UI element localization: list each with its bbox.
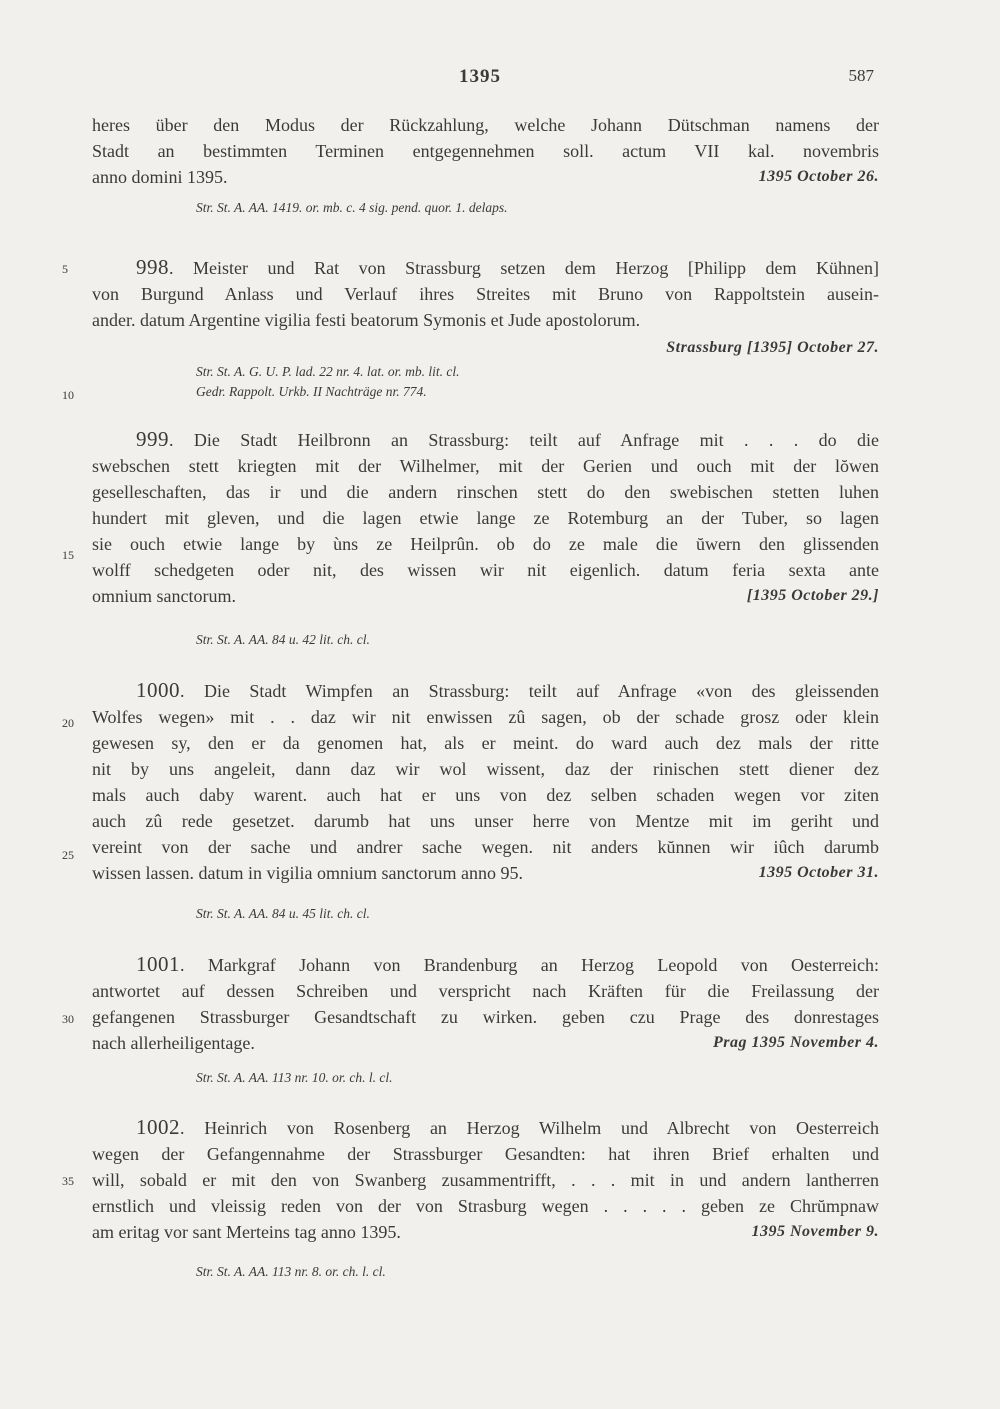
document-date: Strassburg [1395] October 27. bbox=[666, 339, 879, 356]
text-line: Stadt an bestimmten Terminen entgegennehmen soll. actum VII kal. novembris bbox=[92, 141, 879, 161]
document-date: 1395 October 31. bbox=[758, 864, 879, 881]
text-fragment: wissen lassen. datum in vigilia omnium sanctorum anno 95. bbox=[92, 863, 523, 883]
line-number: 10 bbox=[62, 388, 74, 402]
text-line: hundert mit gleven, und die lagen etwie lange ze Rotemburg an der Tuber, so lagen bbox=[92, 508, 879, 528]
text-line: ernstlich und vleissig reden von der von Strasburg wegen . . . . . geben ze Chrŭmpnaw bbox=[92, 1196, 879, 1216]
text-line bbox=[92, 1114, 879, 1141]
line-number: 35 bbox=[62, 1174, 74, 1188]
text-line bbox=[92, 583, 879, 609]
text-line bbox=[92, 164, 879, 190]
text-line: gefangenen Strassburger Gesandtschaft zu wirken. geben czu Prage des donrestages bbox=[92, 1007, 879, 1027]
text-line: wolff schedgeten oder nit, des wissen wir nit eigenlich. datum feria sexta ante bbox=[92, 560, 879, 580]
text-fragment: am eritag vor sant Merteins tag anno 1395. bbox=[92, 1222, 401, 1242]
text-fragment: . Heinrich von Rosenberg an Herzog Wilhelm und Albrecht von Oesterreich bbox=[180, 1118, 879, 1138]
text-line: nit by uns angeleit, dann daz wir wol wissent, daz der rinischen stett diener dez bbox=[92, 759, 879, 779]
entry-number: 1001 bbox=[136, 952, 180, 976]
entry-number: 998 bbox=[136, 255, 169, 279]
document-entry-1001 bbox=[92, 951, 879, 1056]
line-number: 5 bbox=[62, 262, 68, 276]
entry-number: 999 bbox=[136, 427, 169, 451]
text-line: wegen der Gefangennahme der Strassburger Gesandten: hat ihren Brief erhalten und bbox=[92, 1144, 879, 1164]
document-date: 1395 October 26. bbox=[758, 168, 879, 185]
text-line bbox=[92, 254, 879, 281]
line-number: 25 bbox=[62, 848, 74, 862]
text-line bbox=[92, 951, 879, 978]
text-line: heres über den Modus der Rückzahlung, welche Johann Dütschman namens der bbox=[92, 115, 879, 135]
entry-number: 1002 bbox=[136, 1115, 180, 1139]
source-note: Str. St. A. AA. 84 u. 42 lit. ch. cl. bbox=[196, 632, 370, 647]
text-fragment: anno domini 1395. bbox=[92, 167, 228, 187]
text-line: swebschen stett kriegten mit der Wilhelmer, mit der Gerien und ouch mit der lŏwen bbox=[92, 456, 879, 476]
text-fragment: . Meister und Rat von Strassburg setzen dem Herzog [Philipp dem Kühnen] bbox=[169, 258, 879, 278]
text-line bbox=[92, 1030, 879, 1056]
text-line bbox=[92, 333, 879, 361]
intro-paragraph bbox=[92, 112, 879, 190]
text-line bbox=[92, 426, 879, 453]
text-line: sie ouch etwie lange by ùns ze Heilprûn. ob do ze male die ŭwern den glissenden bbox=[92, 534, 879, 554]
text-fragment: . Die Stadt Wimpfen an Strassburg: teilt auf Anfrage «von des gleissenden bbox=[180, 681, 879, 701]
text-line: vereint von der sache und andrer sache wegen. nit anders kŭnnen wir iûch darumb bbox=[92, 837, 879, 857]
text-line: geselleschaften, das ir und die andern rinschen stett do den swebischen stetten luhen bbox=[92, 482, 879, 502]
text-fragment: . Markgraf Johann von Brandenburg an Herzog Leopold von Oesterreich: bbox=[180, 955, 879, 975]
text-line: will, sobald er mit den von Swanberg zusammentrifft, . . . mit in und andern lantherren bbox=[92, 1170, 879, 1190]
line-number: 15 bbox=[62, 548, 74, 562]
text-line: Wolfes wegen» mit . . daz wir nit enwissen zû sagen, ob der schade grosz oder klein bbox=[92, 707, 879, 727]
text-line bbox=[92, 677, 879, 704]
source-note: Str. St. A. AA. 113 nr. 8. or. ch. l. cl. bbox=[196, 1264, 386, 1279]
text-line bbox=[92, 1219, 879, 1245]
text-fragment: . Die Stadt Heilbronn an Strassburg: teilt auf Anfrage mit . . . do die bbox=[169, 430, 879, 450]
source-note: Str. St. A. AA. 1419. or. mb. c. 4 sig. pend. quor. 1. delaps. bbox=[196, 200, 508, 215]
line-number: 30 bbox=[62, 1012, 74, 1026]
text-line: ander. datum Argentine vigilia festi beatorum Symonis et Jude apostolorum. bbox=[92, 310, 641, 330]
entry-number: 1000 bbox=[136, 678, 180, 702]
text-line: auch zû rede gesetzet. darumb hat uns unser herre von Mentze mit im geriht und bbox=[92, 811, 879, 831]
document-date: 1395 November 9. bbox=[751, 1223, 879, 1240]
text-line: von Burgund Anlass und Verlauf ihres Streites mit Bruno von Rappoltstein ausein- bbox=[92, 284, 879, 304]
text-fragment: nach allerheiligentage. bbox=[92, 1033, 255, 1053]
text-fragment: omnium sanctorum. bbox=[92, 586, 236, 606]
document-entry-1002 bbox=[92, 1114, 879, 1245]
text-line bbox=[92, 860, 879, 886]
source-note: Str. St. A. G. U. P. lad. 22 nr. 4. lat. or. mb. lit. cl. bbox=[196, 364, 460, 379]
document-entry-999 bbox=[92, 426, 879, 609]
source-note: Str. St. A. AA. 113 nr. 10. or. ch. l. cl. bbox=[196, 1070, 393, 1085]
page-number: 587 bbox=[848, 66, 874, 85]
text-line: gewesen sy, den er da genomen hat, als er meint. do ward auch dez mals der ritte bbox=[92, 733, 879, 753]
text-line: mals auch daby warent. auch hat er uns von dez selben schaden wegen vor ziten bbox=[92, 785, 879, 805]
print-reference: Gedr. Rappolt. Urkb. II Nachträge nr. 774. bbox=[196, 384, 427, 399]
document-entry-1000 bbox=[92, 677, 879, 886]
line-number: 20 bbox=[62, 716, 74, 730]
running-head-year: 1395 bbox=[459, 66, 501, 87]
document-date: [1395 October 29.] bbox=[746, 587, 879, 604]
source-note: Str. St. A. AA. 84 u. 45 lit. ch. cl. bbox=[196, 906, 370, 921]
text-line: antwortet auf dessen Schreiben und verspricht nach Kräften für die Freilassung der bbox=[92, 981, 879, 1001]
document-entry-998 bbox=[92, 254, 879, 361]
document-date: Prag 1395 November 4. bbox=[712, 1034, 879, 1051]
